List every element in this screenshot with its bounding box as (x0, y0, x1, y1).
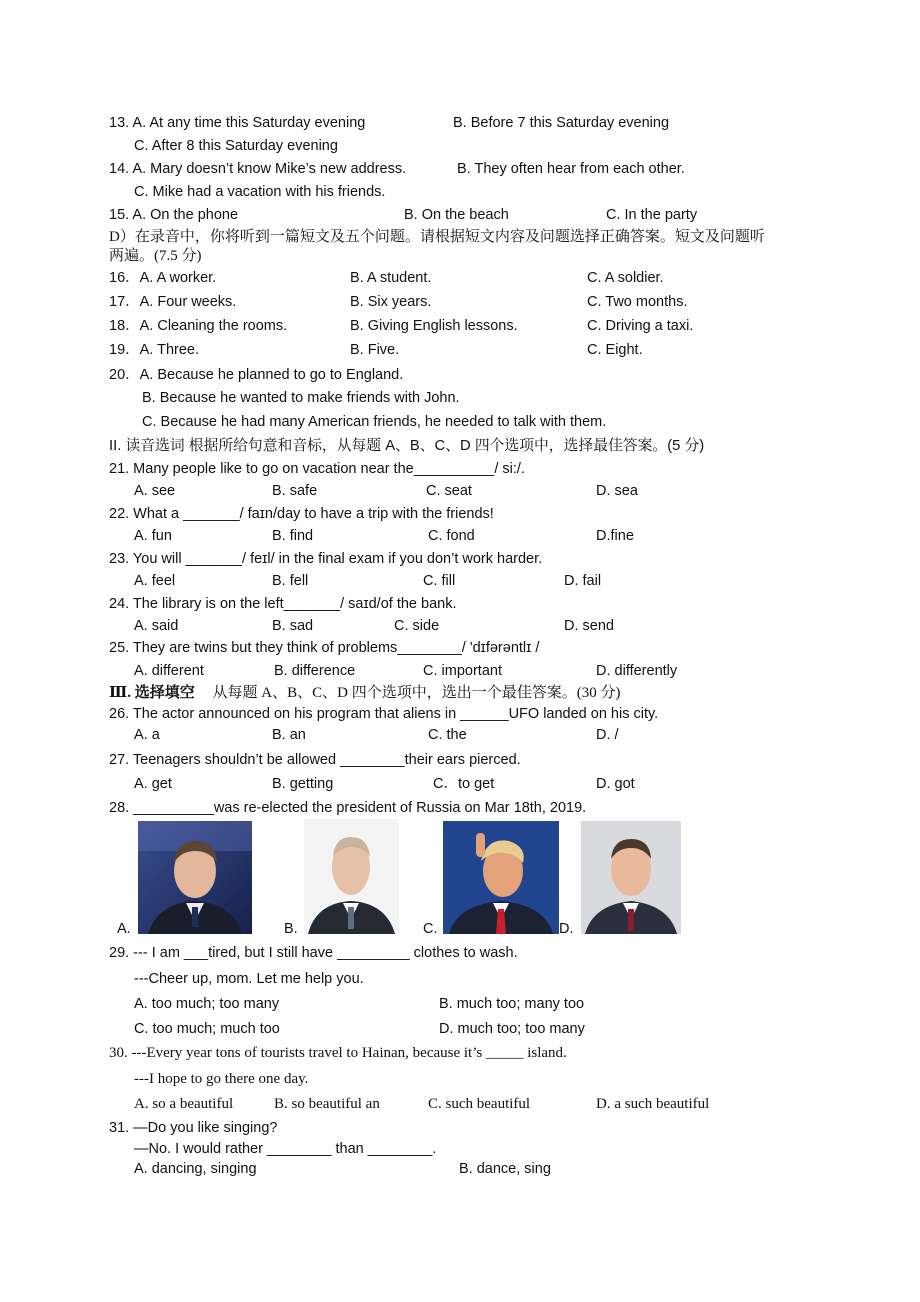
q30-option-d: D. a such beautiful (596, 1096, 710, 1112)
q20-option-b: B. Because he wanted to make friends with John. (142, 390, 460, 406)
q22-option-a: A. fun (134, 528, 172, 544)
q30-reply: ---I hope to go there one day. (134, 1071, 309, 1087)
q30-stem: 30. ---Every year tons of tourists travel to Hainan, because it’s _____ island. (109, 1045, 567, 1061)
q17-option-a: 17．A. Four weeks. (109, 294, 237, 310)
q29-option-b: B. much too; many too (439, 996, 585, 1012)
section-3-heading (109, 684, 620, 702)
q14-option-b: B. They often hear from each other. (457, 161, 685, 177)
q28-option-d: D. (559, 921, 574, 937)
q25-stem: 25. They are twins but they think of problems________/ 'dɪfərəntlɪ / (109, 640, 540, 656)
q21-option-a: A. see (134, 483, 176, 499)
section-2-title: II. 读音选词 根据所给句意和音标，从每题 A、B、C、D 四个选项中，选择最佳答案。(5 分) (109, 438, 705, 454)
q31-reply: —No. I would rather ________ than ________. (134, 1141, 437, 1157)
q15-option-b: B. On the beach (404, 207, 509, 223)
q28-photo-b (304, 819, 399, 934)
q23-stem: 23. You will _______/ feɪl/ in the final exam if you don’t work harder. (109, 551, 543, 567)
q24-stem: 24. The library is on the left_______/ saɪd/of the bank. (109, 596, 457, 612)
q26-option-c: C. the (428, 727, 467, 743)
q17-option-c: C. Two months. (587, 294, 688, 310)
q17-option-b: B. Six years. (350, 294, 432, 310)
q26-option-b: B. an (272, 727, 306, 743)
q23-option-b: B. fell (272, 573, 309, 589)
q13-option-c: C. After 8 this Saturday evening (134, 138, 338, 154)
q31-option-b: B. dance, sing (459, 1161, 551, 1177)
q31-option-a: A. dancing, singing (134, 1161, 257, 1177)
q21-stem: 21. Many people like to go on vacation near the__________/ si:/. (109, 461, 525, 477)
q30-option-a: A. so a beautiful (134, 1096, 234, 1112)
q30-option-b: B. so beautiful an (274, 1096, 380, 1112)
q24-option-a: A. said (134, 618, 179, 634)
q13-option-b: B. Before 7 this Saturday evening (453, 115, 670, 131)
q28-photo-c (443, 821, 559, 934)
q29-option-c: C. too much; much too (134, 1021, 280, 1037)
q19-option-b: B. Five. (350, 342, 400, 358)
q31-stem: 31. —Do you like singing? (109, 1120, 278, 1136)
q19-option-c: C. Eight. (587, 342, 643, 358)
q24-option-d: D. send (564, 618, 614, 634)
q23-option-a: A. feel (134, 573, 176, 589)
q21-option-d: D. sea (596, 483, 638, 499)
q21-option-b: B. safe (272, 483, 318, 499)
q23-option-d: D. fail (564, 573, 602, 589)
q28-photo-d (581, 821, 681, 934)
q28-option-a: A. (117, 921, 131, 937)
q22-stem: 22. What a _______/ faɪn/day to have a trip with the friends! (109, 506, 494, 522)
q14-stem: 14. A. Mary doesn’t know Mike’s new address. (109, 161, 407, 177)
q20-option-c: C. Because he had many American friends, he needed to talk with them. (142, 414, 607, 430)
q22-option-b: B. find (272, 528, 314, 544)
q25-option-d: D. differently (596, 663, 678, 679)
q25-option-c: C. important (423, 663, 502, 679)
q29-option-a: A. too much; too many (134, 996, 280, 1012)
q25-option-b: B. difference (274, 663, 356, 679)
q18-option-a: 18．A. Cleaning the rooms. (109, 318, 288, 334)
q22-option-d: D.fine (596, 528, 634, 544)
q19-option-a: 19．A. Three. (109, 342, 200, 358)
q23-option-c: C. fill (423, 573, 456, 589)
q28-option-c: C. (423, 921, 438, 937)
q24-option-b: B. sad (272, 618, 314, 634)
q15-option-c: C. In the party (606, 207, 698, 223)
q20-option-a: 20．A. Because he planned to go to England. (109, 367, 404, 383)
q15-stem: 15. A. On the phone (109, 207, 239, 223)
q26-option-d: D. / (596, 727, 619, 743)
q30-option-c: C. such beautiful (428, 1096, 531, 1112)
q26-stem: 26. The actor announced on his program that aliens in ______UFO landed on his city. (109, 706, 659, 722)
q27-option-b: B. getting (272, 776, 334, 792)
section-d-instructions-2: 两遍。(7.5 分) (109, 248, 202, 264)
section-3-title: Ⅲ. 选择填空 (109, 685, 195, 701)
q29-reply: ---Cheer up, mom. Let me help you. (134, 971, 364, 987)
q29-option-d: D. much too; too many (439, 1021, 585, 1037)
q28-option-b: B. (284, 921, 298, 937)
section-3-description: 从每题 A、B、C、D 四个选项中，选出一个最佳答案。(30 分) (212, 685, 621, 701)
q18-option-b: B. Giving English lessons. (350, 318, 518, 334)
q27-option-d: D. got (596, 776, 635, 792)
q29-stem: 29. --- I am ___tired, but I still have _________ clothes to wash. (109, 945, 518, 961)
q22-option-c: C. fond (428, 528, 475, 544)
q16-option-a: 16．A. A worker. (109, 270, 217, 286)
section-d-instructions: D）在录音中，你将听到一篇短文及五个问题。请根据短文内容及问题选择正确答案。短文及问题听 (109, 229, 765, 245)
q18-option-c: C. Driving a taxi. (587, 318, 694, 334)
q27-option-c: C．to get (433, 776, 495, 792)
q27-stem: 27. Teenagers shouldn’t be allowed ________their ears pierced. (109, 752, 521, 768)
q16-option-c: C. A soldier. (587, 270, 664, 286)
q21-option-c: C. seat (426, 483, 472, 499)
q14-option-c: C. Mike had a vacation with his friends. (134, 184, 386, 200)
q27-option-a: A. get (134, 776, 172, 792)
q28-stem: 28. __________was re-elected the president of Russia on Mar 18th, 2019. (109, 800, 587, 816)
q28-photo-a (138, 821, 252, 934)
q16-option-b: B. A student. (350, 270, 432, 286)
q25-option-a: A. different (134, 663, 204, 679)
q13-stem: 13. A. At any time this Saturday evening (109, 115, 366, 131)
q24-option-c: C. side (394, 618, 440, 634)
q26-option-a: A. a (134, 727, 160, 743)
